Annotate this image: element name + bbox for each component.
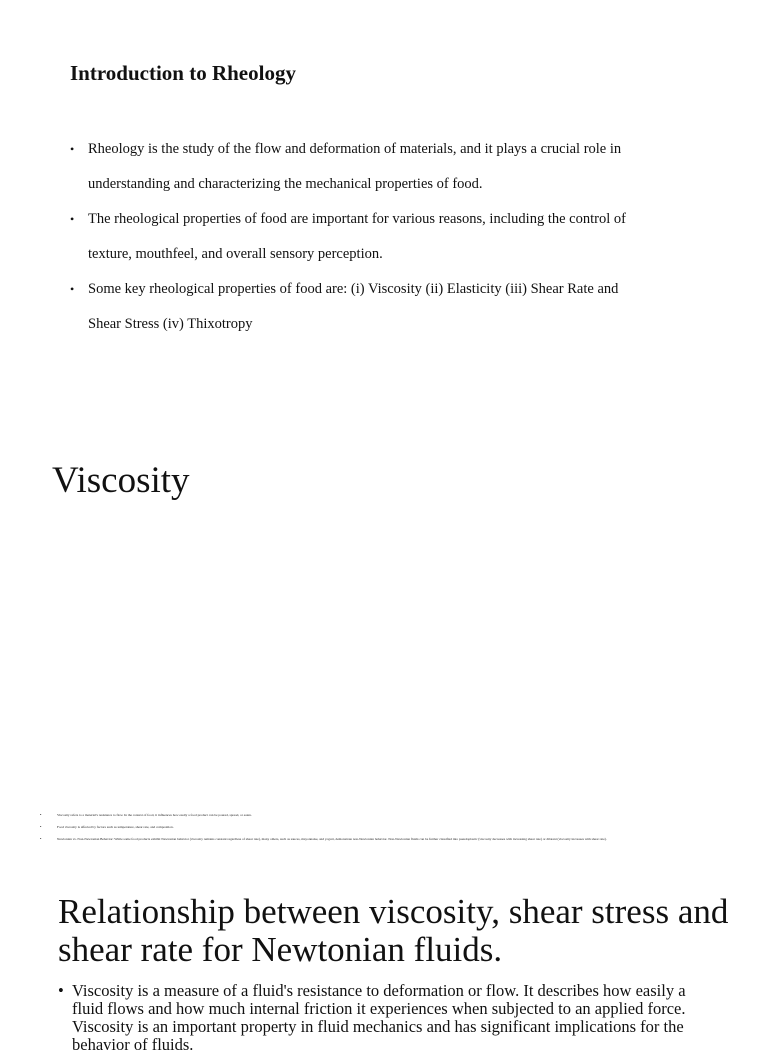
intro-bullet-item <box>70 132 670 202</box>
relationship-bullet-item <box>58 982 708 1054</box>
viscosity-bullet-text: Viscosity refers to a material's resistance to flow. In the context of food, it influences how easily a food product can be poured, spread, or eaten. <box>57 813 252 817</box>
viscosity-bullet-item <box>40 812 700 818</box>
viscosity-bullet-text: Food viscosity is affected by factors such as temperature, shear rate, and composition. <box>57 825 174 829</box>
bullet-glyph: • <box>70 142 75 156</box>
intro-bullet-line: Rheology is the study of the flow and deformation of materials, and it plays a crucial role in <box>88 141 622 157</box>
viscosity-bullet-item <box>40 824 700 830</box>
intro-bullet-line: texture, mouthfeel, and overall sensory perception. <box>88 246 383 262</box>
bullet-glyph: • <box>40 824 42 829</box>
viscosity-bullet-text: Newtonian vs. Non-Newtonian Behavior: While some food products exhibit Newtonian behavior (viscosity remains constant regardless of shear rate), many others, such as sauces, mayonnaise, and yogurt, demonstrate non-Newtonian behavior. Non-Newtonian fluids can be further classified into pseudoplastic (viscosity decreases with increasing shear rate) or dilatant (viscosity increases with shear rate). <box>57 837 607 841</box>
viscosity-bullet-item <box>40 836 700 842</box>
bullet-glyph: • <box>70 282 75 296</box>
intro-bullet-line: understanding and characterizing the mechanical properties of food. <box>88 176 483 192</box>
intro-bullet-list <box>70 132 670 342</box>
intro-section <box>70 58 670 342</box>
intro-bullet-item <box>70 272 670 342</box>
relationship-bullet-text: Viscosity is a measure of a fluid's resistance to deformation or flow. It describes how easily a fluid flows and how much internal friction it experiences when subjected to an applied force. Viscosity is an important property in fluid mechanics and has significant implications for the behavior of fluids. <box>72 981 686 1054</box>
intro-bullet-line: The rheological properties of food are important for various reasons, including the control of <box>88 211 626 227</box>
bullet-glyph: • <box>70 212 75 226</box>
bullet-glyph: • <box>40 836 42 841</box>
relationship-heading: Relationship between viscosity, shear stress and shear rate for Newtonian fluids. <box>58 892 729 969</box>
intro-title: Introduction to Rheology <box>70 61 296 85</box>
bullet-glyph: • <box>40 812 42 817</box>
bullet-glyph: • <box>58 981 64 1000</box>
intro-bullet-line: Shear Stress (iv) Thixotropy <box>88 316 253 332</box>
intro-bullet-item <box>70 202 670 272</box>
relationship-bullet-list <box>58 982 708 1054</box>
intro-bullet-line: Some key rheological properties of food are: (i) Viscosity (ii) Elasticity (iii) Shear Rate and <box>88 281 619 297</box>
viscosity-bullet-list <box>40 812 700 848</box>
viscosity-heading: Viscosity <box>52 460 190 501</box>
